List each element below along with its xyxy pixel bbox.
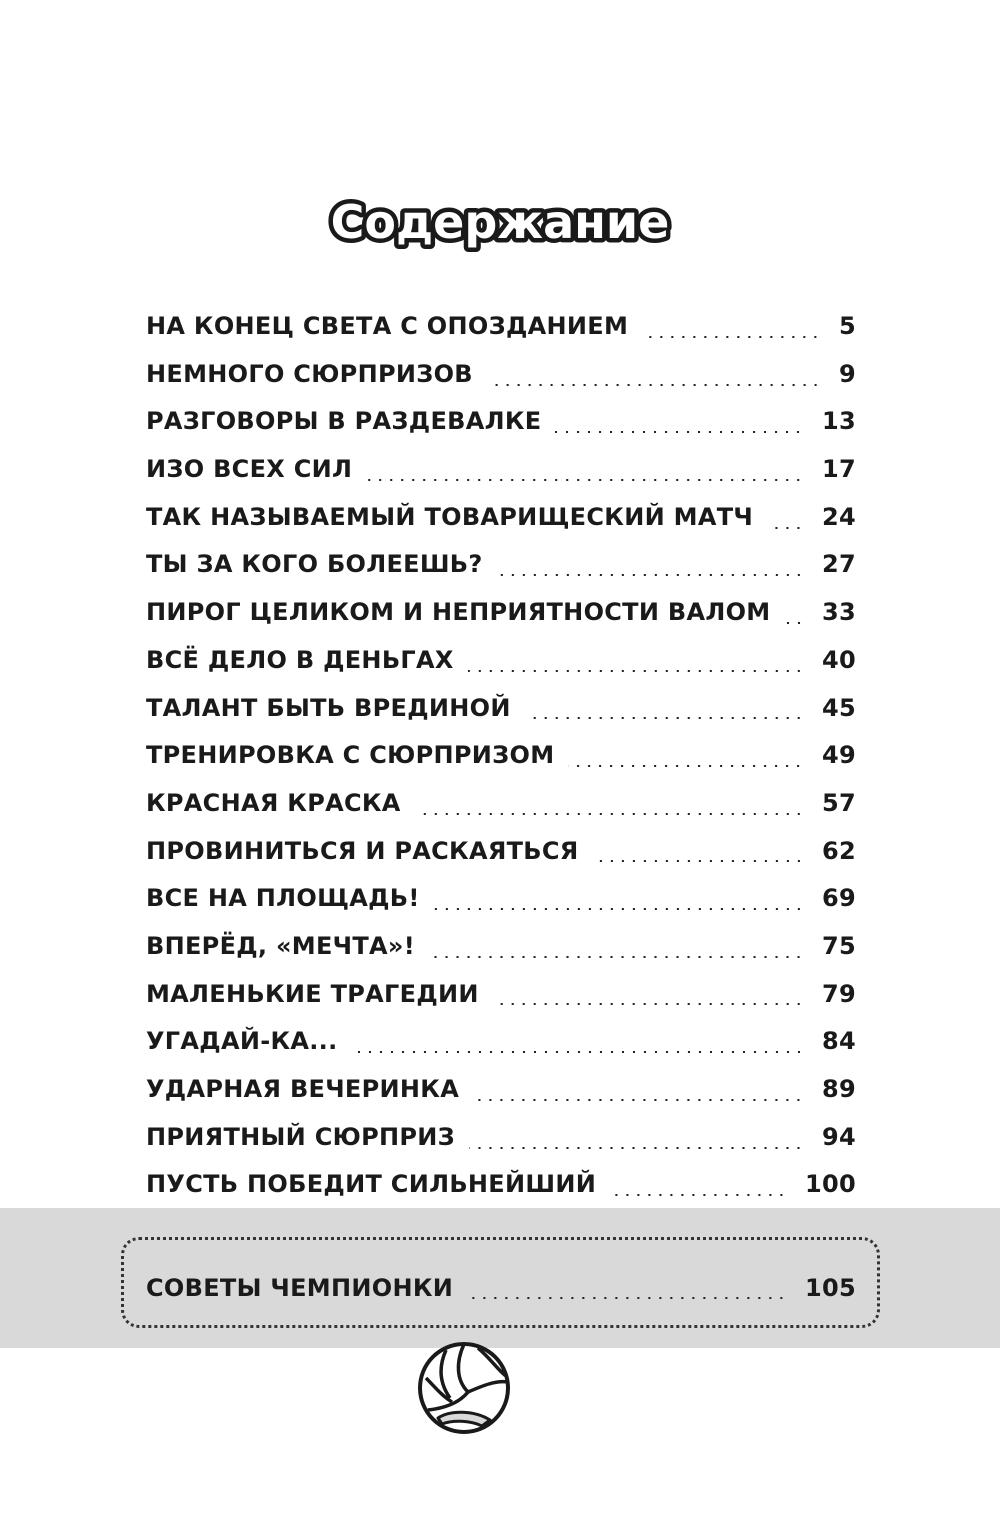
toc-entry-page: 100 <box>805 1170 856 1199</box>
leader-dots <box>415 813 804 815</box>
leader-dots <box>467 1297 787 1299</box>
toc-entry[interactable] <box>146 541 856 589</box>
toc-entry-page: 40 <box>822 645 856 674</box>
leader-dots <box>555 431 804 433</box>
leader-dots <box>366 479 804 481</box>
toc-entry-page: 45 <box>822 693 856 722</box>
toc-entry-title: МАЛЕНЬКИЕ ТРАГЕДИИ <box>146 979 479 1008</box>
toc-entry-title: СОВЕТЫ ЧЕМПИОНКИ <box>146 1274 454 1302</box>
volleyball-icon <box>416 1340 512 1436</box>
toc-entry-page: 79 <box>822 979 856 1008</box>
toc-entry-page: 24 <box>822 502 856 531</box>
toc-entry-page: 94 <box>822 1122 856 1151</box>
toc-entry-page: 5 <box>839 312 856 340</box>
toc-entry[interactable] <box>146 875 856 923</box>
toc-entry-title: ВСЕ НА ПЛОЩАДЬ! <box>146 884 420 913</box>
toc-entry[interactable] <box>146 732 856 780</box>
toc-entry-title: ТАЛАНТ БЫТЬ ВРЕДИНОЙ <box>146 693 511 722</box>
toc-entry-page: 27 <box>822 550 856 579</box>
toc-entry[interactable] <box>146 494 856 542</box>
page-title <box>240 186 760 266</box>
table-of-contents <box>146 303 856 1209</box>
toc-entry[interactable] <box>146 923 856 971</box>
toc-entry-page: 105 <box>805 1274 856 1302</box>
toc-entry[interactable] <box>146 685 856 733</box>
toc-entry-page: 13 <box>822 407 856 436</box>
toc-entry-title: ТРЕНИРОВКА С СЮРПРИЗОМ <box>146 741 555 770</box>
leader-dots <box>785 622 805 624</box>
leader-dots <box>568 765 804 767</box>
page-title-text: Содержание <box>330 195 670 249</box>
toc-entry-page: 9 <box>839 359 856 388</box>
leader-dots <box>525 717 804 719</box>
toc-entry[interactable] <box>146 446 856 494</box>
toc-entry[interactable] <box>146 828 856 876</box>
toc-entry-title: ИЗО ВСЕХ СИЛ <box>146 455 353 484</box>
toc-entry-title: ПРИЯТНЫЙ СЮРПРИЗ <box>146 1122 455 1151</box>
toc-entry-title: ПИРОГ ЦЕЛИКОМ И НЕПРИЯТНОСТИ ВАЛОМ <box>146 598 771 627</box>
toc-entry-title: НЕМНОГО СЮРПРИЗОВ <box>146 359 473 388</box>
leader-dots <box>767 527 804 529</box>
toc-entry[interactable] <box>146 303 856 351</box>
toc-entry-title: УГАДАЙ-КА... <box>146 1027 338 1056</box>
leader-dots <box>469 1147 804 1149</box>
toc-entry[interactable] <box>146 1114 856 1162</box>
toc-entry-title: ТЫ ЗА КОГО БОЛЕЕШЬ? <box>146 550 483 579</box>
leader-dots <box>468 670 804 672</box>
toc-entry-title: ПУСТЬ ПОБЕДИТ СИЛЬНЕЙШИЙ <box>146 1170 597 1199</box>
toc-entry[interactable] <box>146 1161 856 1209</box>
leader-dots <box>352 1051 804 1053</box>
leader-dots <box>493 1003 804 1005</box>
toc-entry-page: 84 <box>822 1027 856 1056</box>
toc-entry[interactable] <box>146 1066 856 1114</box>
toc-entry[interactable] <box>146 351 856 399</box>
leader-dots <box>434 908 804 910</box>
toc-entry-title: НА КОНЕЦ СВЕТА С ОПОЗДАНИЕМ <box>146 312 629 340</box>
leader-dots <box>429 956 804 958</box>
leader-dots <box>487 384 821 386</box>
leader-dots <box>473 1099 804 1101</box>
toc-entry[interactable] <box>146 971 856 1019</box>
bonus-section-band <box>0 1208 1000 1348</box>
toc-entry-title: ТАК НАЗЫВАЕМЫЙ ТОВАРИЩЕСКИЙ МАТЧ <box>146 502 754 531</box>
leader-dots <box>642 336 821 338</box>
toc-entry-page: 17 <box>822 455 856 484</box>
toc-entry-page: 62 <box>822 836 856 865</box>
leader-dots <box>593 860 804 862</box>
bonus-toc-entry[interactable] <box>146 1264 856 1312</box>
toc-entry-page: 75 <box>822 931 856 960</box>
toc-entry-page: 89 <box>822 1075 856 1103</box>
toc-entry-title: РАЗГОВОРЫ В РАЗДЕВАЛКЕ <box>146 407 542 436</box>
toc-entry-title: ВПЕРЁД, «МЕЧТА»! <box>146 931 415 960</box>
toc-entry[interactable] <box>146 780 856 828</box>
toc-entry-title: УДАРНАЯ ВЕЧЕРИНКА <box>146 1075 460 1103</box>
toc-entry-title: ПРОВИНИТЬСЯ И РАСКАЯТЬСЯ <box>146 836 579 865</box>
toc-entry-title: ВСЁ ДЕЛО В ДЕНЬГАХ <box>146 645 454 674</box>
toc-entry-page: 33 <box>822 598 856 627</box>
toc-entry-page: 57 <box>822 788 856 817</box>
toc-entry[interactable] <box>146 1018 856 1066</box>
toc-entry-page: 69 <box>822 884 856 913</box>
leader-dots <box>497 574 804 576</box>
toc-entry[interactable] <box>146 589 856 637</box>
page-title-block <box>0 186 1000 266</box>
toc-entry-title: КРАСНАЯ КРАСКА <box>146 788 401 817</box>
leader-dots <box>610 1194 787 1196</box>
toc-entry[interactable] <box>146 637 856 685</box>
toc-entry[interactable] <box>146 398 856 446</box>
toc-entry-page: 49 <box>822 741 856 770</box>
